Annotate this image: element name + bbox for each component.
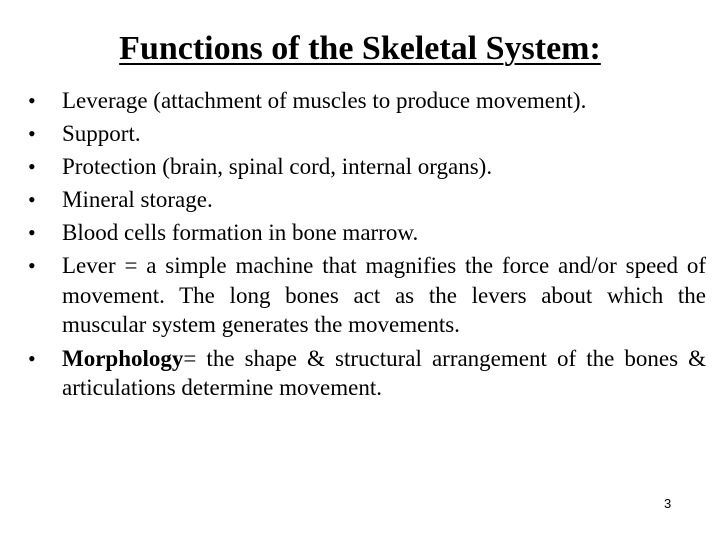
- bullet-text: Leverage (attachment of muscles to produce movement).: [62, 88, 587, 113]
- bullet-icon: •: [28, 345, 36, 371]
- bullet-item-morphology: [26, 344, 706, 403]
- bullet-text: Protection (brain, spinal cord, internal organs).: [62, 154, 493, 179]
- bullet-list: [26, 86, 706, 406]
- bullet-item-protection: [26, 152, 706, 182]
- bullet-icon: •: [28, 253, 36, 278]
- morphology-term: Morphology: [62, 345, 184, 371]
- bullet-text: Support.: [62, 121, 141, 146]
- bullet-icon: •: [28, 121, 36, 146]
- bullet-text: Blood cells formation in bone marrow.: [62, 220, 419, 245]
- bullet-item-support: [26, 119, 706, 149]
- bullet-text: Mineral storage.: [62, 187, 213, 212]
- bullet-icon: •: [28, 187, 36, 212]
- bullet-item-leverage: [26, 86, 706, 116]
- bullet-item-blood-cells: [26, 218, 706, 248]
- bullet-item-lever: [26, 251, 706, 340]
- morphology-definition: = the shape & structural arrangement of the bones & articulations determine movement.: [62, 345, 706, 400]
- bullet-text: Lever = a simple machine that magnifies the force and/or speed of movement. The long bones act as the levers about which the muscular system generates the movements.: [62, 253, 706, 337]
- bullet-icon: •: [28, 88, 36, 113]
- bullet-item-mineral-storage: [26, 185, 706, 215]
- slide-title: Functions of the Skeletal System:: [119, 30, 601, 67]
- page-number: 3: [664, 496, 672, 511]
- bullet-text: [62, 344, 706, 403]
- bullet-icon: •: [28, 154, 36, 179]
- bullet-icon: •: [28, 220, 36, 245]
